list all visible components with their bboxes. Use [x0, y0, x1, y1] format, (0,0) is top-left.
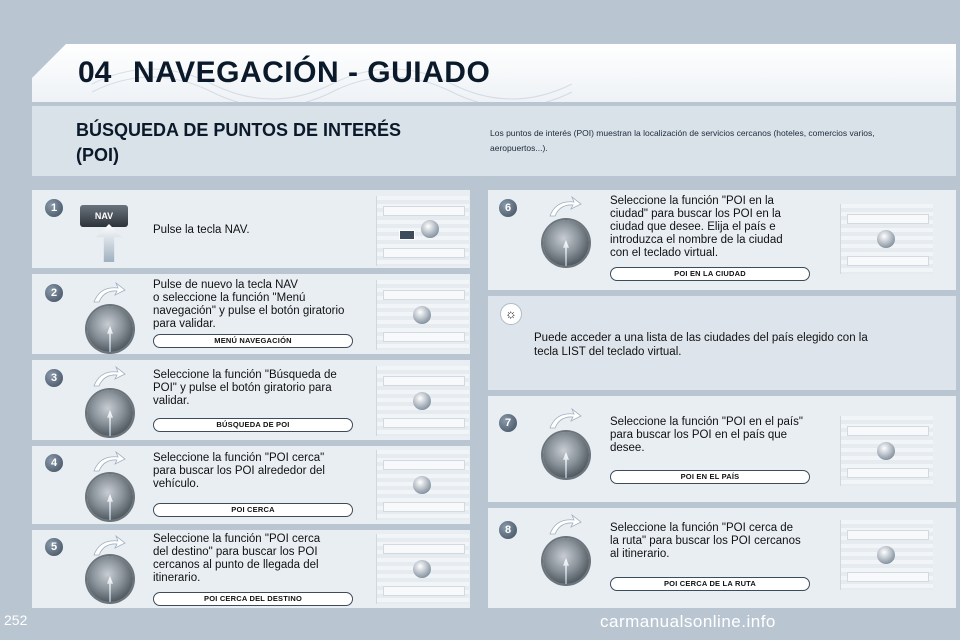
radio-panel-illustration — [376, 450, 469, 520]
step-badge-3: 3 — [44, 368, 64, 388]
radio-panel-illustration — [376, 196, 469, 266]
tip-text: Puede acceder a una lista de las ciudades del país elegido con la tecla LIST del teclado virtual. — [534, 332, 868, 358]
step-text-8: Seleccione la función "POI cerca de la ruta" para buscar los POI cercanos al itinerario. — [610, 522, 801, 560]
chapter-title: NAVEGACIÓN - GUIADO — [133, 56, 491, 89]
rotate-arrow-icon — [90, 282, 126, 304]
rotate-arrow-icon — [90, 366, 126, 388]
function-label-poi-ciudad: POI EN LA CIUDAD — [610, 267, 810, 281]
nav-key-icon: NAV — [80, 205, 128, 227]
function-label-poi-pais: POI EN EL PAÍS — [610, 470, 810, 484]
step-text-1: Pulse la tecla NAV. — [153, 224, 250, 236]
step-text-6: Seleccione la función "POI en la ciudad" para buscar los POI en la ciudad que desee. Elija el país e introduzca el nombre de la ciudad con el teclado virtual. — [610, 195, 783, 259]
function-label-poi-cerca-destino: POI CERCA DEL DESTINO — [153, 592, 353, 606]
watermark: carmanualsonline.info — [600, 612, 776, 631]
step-badge-6: 6 — [498, 198, 518, 218]
step-text-5: Seleccione la función "POI cerca del destino" para buscar los POI cercanos al punto de llegada del itinerario. — [153, 533, 321, 584]
function-label-busqueda-poi: BÚSQUEDA DE POI — [153, 418, 353, 432]
step-badge-7: 7 — [498, 413, 518, 433]
radio-panel-illustration — [376, 534, 469, 604]
step-badge-2: 2 — [44, 283, 64, 303]
step-badge-5: 5 — [44, 537, 64, 557]
radio-panel-illustration — [840, 416, 933, 486]
section-title: BÚSQUEDA DE PUNTOS DE INTERÉS (POI) — [76, 120, 402, 165]
lightbulb-icon: ☼ — [500, 303, 522, 325]
step-badge-1: 1 — [44, 198, 64, 218]
step-text-4: Seleccione la función "POI cerca" para buscar los POI alrededor del vehículo. — [153, 452, 325, 490]
radio-panel-illustration — [840, 520, 933, 590]
rotate-arrow-icon — [90, 535, 126, 557]
function-label-poi-cerca: POI CERCA — [153, 503, 353, 517]
radio-panel-illustration — [840, 204, 933, 274]
chapter-number: 04 — [78, 56, 112, 89]
step-badge-4: 4 — [44, 453, 64, 473]
rotate-arrow-icon — [546, 514, 582, 536]
intro-text: Los puntos de interés (POI) muestran la localización de servicios cercanos (hoteles, comercios varios, aeropuertos...). — [490, 128, 875, 153]
step-badge-8: 8 — [498, 520, 518, 540]
step-text-7: Seleccione la función "POI en el país" para buscar los POI en el país que desee. — [610, 416, 803, 454]
nav-button-highlight — [399, 230, 415, 240]
rotate-arrow-icon — [546, 196, 582, 218]
radio-panel-illustration — [376, 280, 469, 350]
page-number: 252 — [4, 612, 28, 628]
function-label-menu-navegacion: MENÚ NAVEGACIÓN — [153, 334, 353, 348]
radio-panel-illustration — [376, 366, 469, 436]
rotate-arrow-icon — [546, 408, 582, 430]
rotate-arrow-icon — [90, 451, 126, 473]
function-label-poi-ruta: POI CERCA DE LA RUTA — [610, 577, 810, 591]
step-text-2: Pulse de nuevo la tecla NAV o seleccione la función "Menú navegación" y pulse el botón giratorio para validar. — [153, 279, 345, 330]
step-text-3: Seleccione la función "Búsqueda de POI" y pulse el botón giratorio para validar. — [153, 369, 337, 407]
